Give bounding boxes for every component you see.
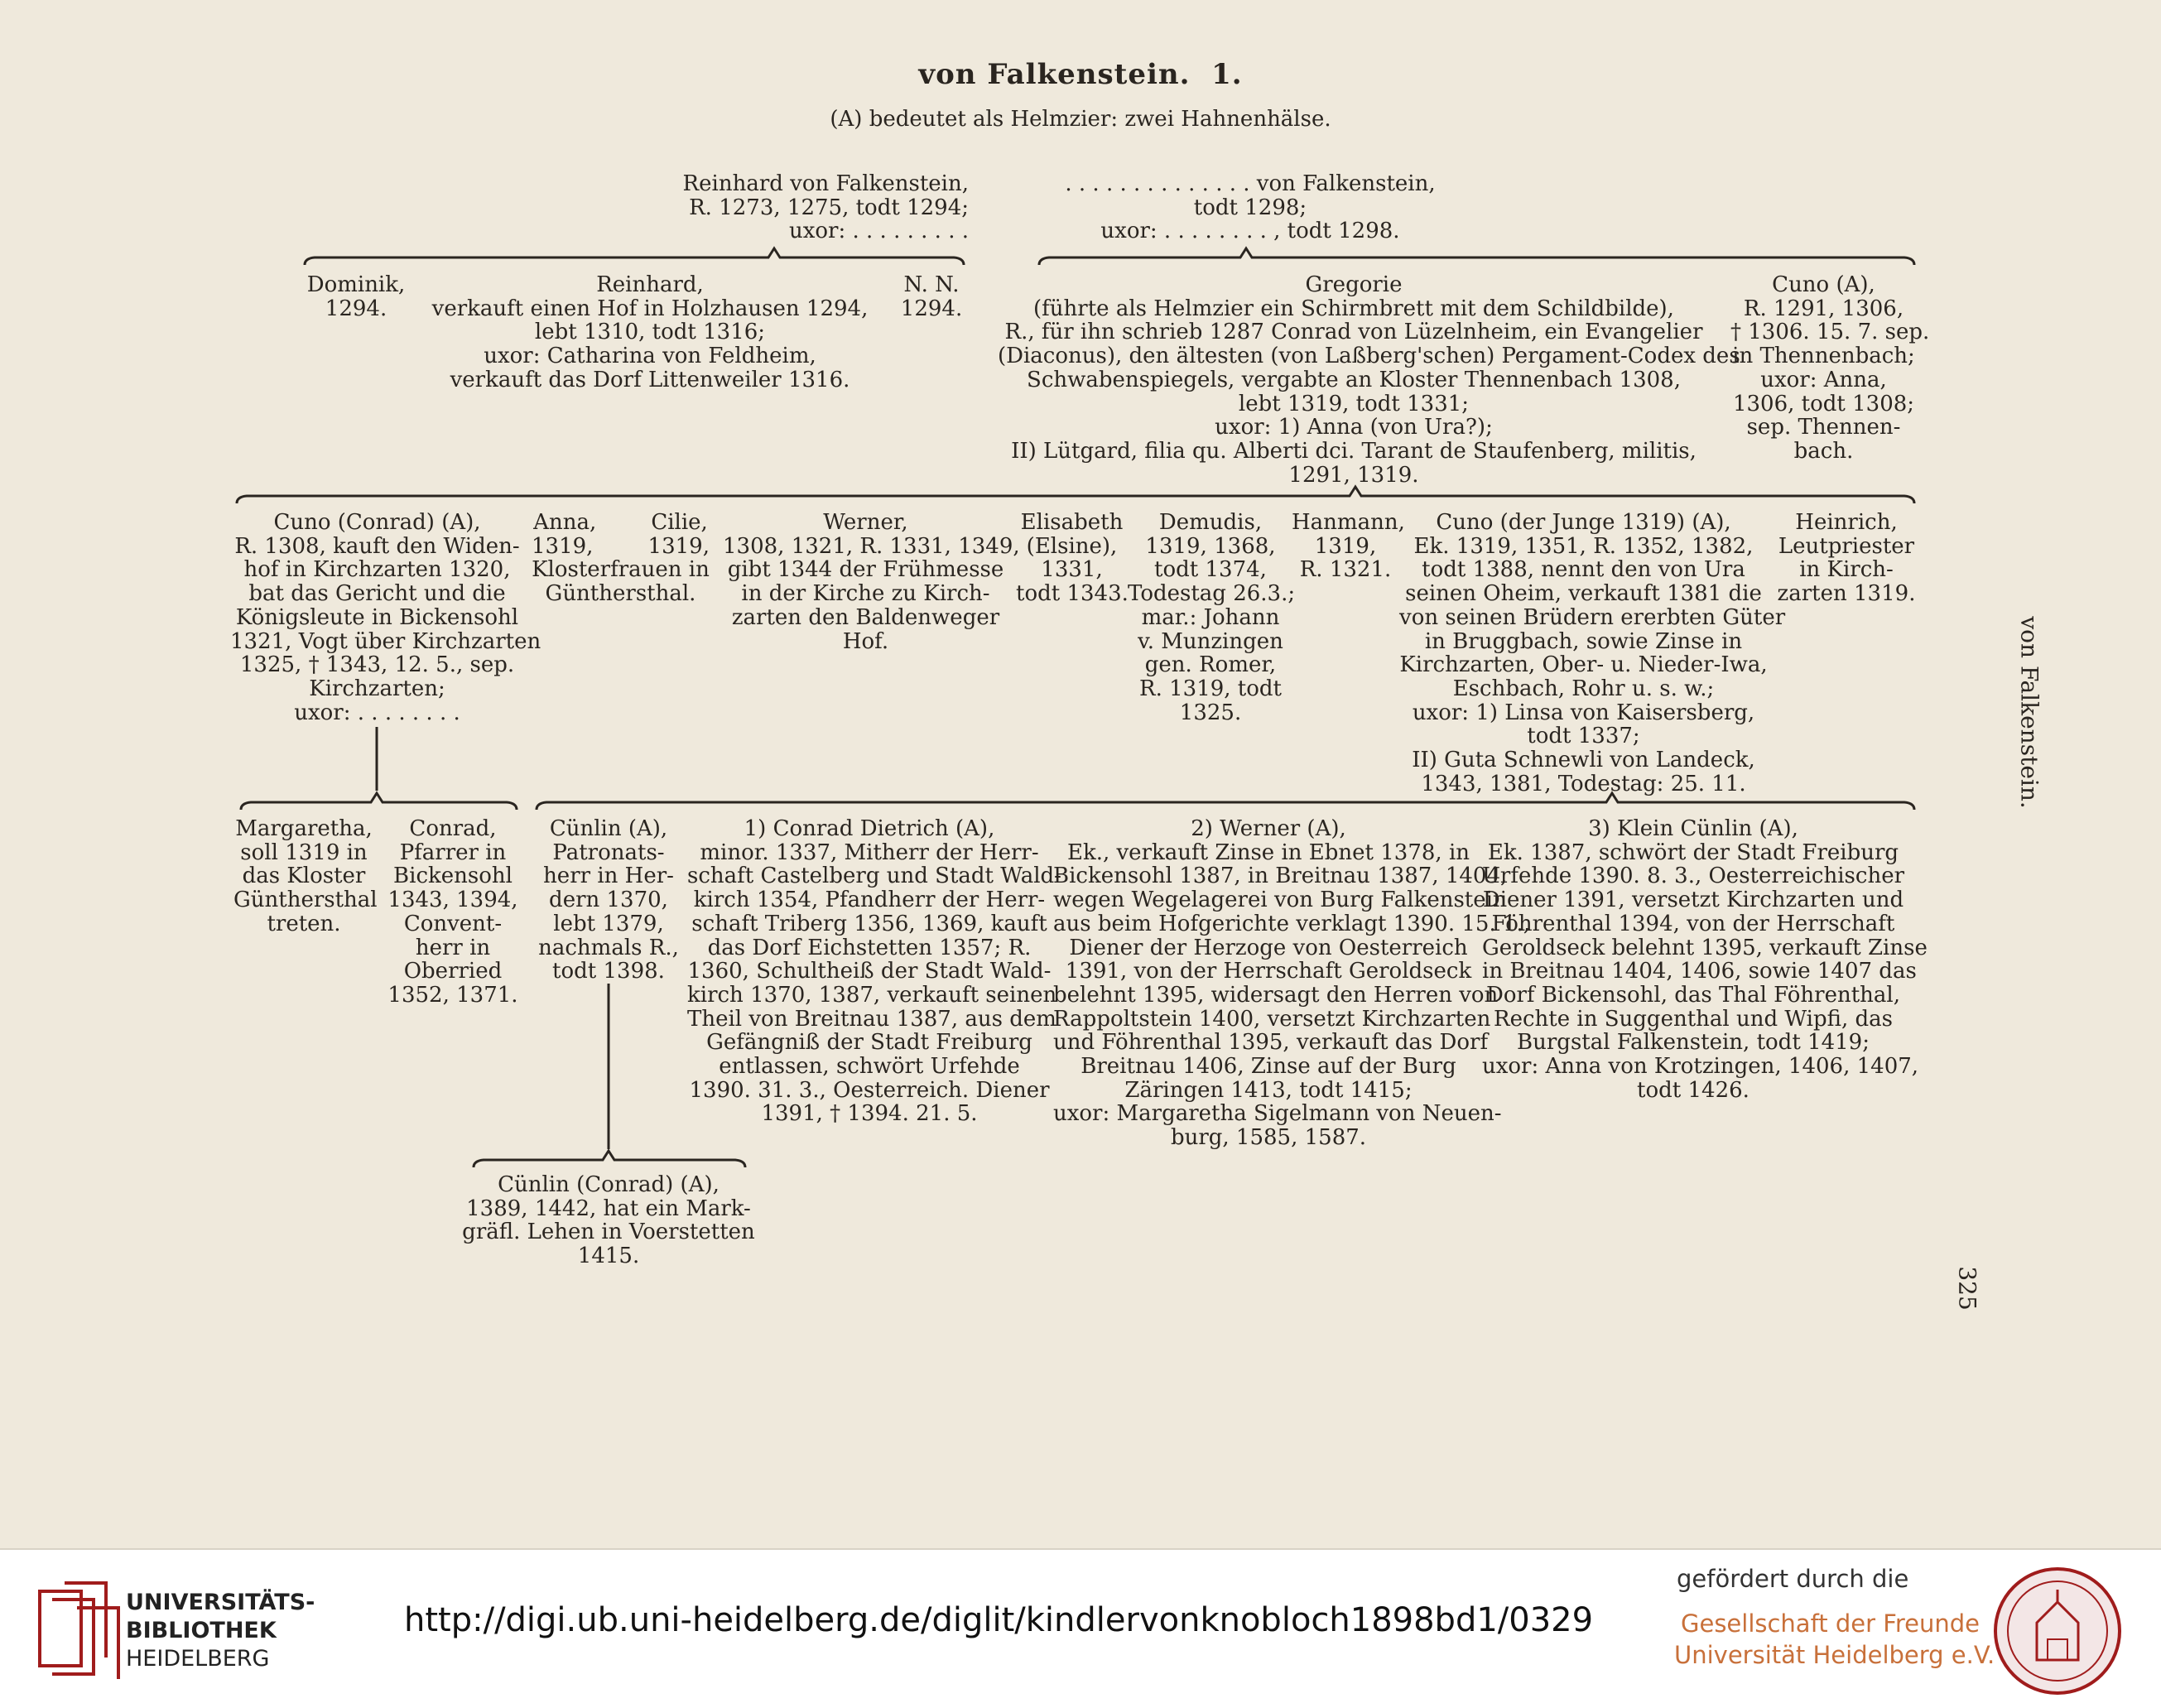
- person-heinrich: Heinrich, Leutpriester in Kirch- zarten 1319.: [1777, 510, 1916, 607]
- person-conrad-dietrich: 1) Conrad Dietrich (A), minor. 1337, Mitherr der Herr- schaft Castelberg und Stadt Wald- kirch 1354, Pfandherr der Herr- schaft Triberg 1356, 1369, kauft das Dorf Eichstetten 1357; R. 1360, Schultheiß der Stadt Wald- kirch 1370, 1387, verkauft seinen Theil von Breitnau 1387, aus dem Gefängniß der Stadt Freiburg entlassen, schwört Urfehde 1390. 31. 3., Oesterreich. Diener 1391, † 1394. 21. 5.: [687, 816, 1061, 1127]
- person-von-falkenstein-1298: . . . . . . . . . . . . . . von Falkenstein, todt 1298; uxor: . . . . . . . . , todt 1298.: [1065, 171, 1436, 244]
- person-anna-cilie: Anna, Cilie, 1319, 1319, Klosterfrauen in Günthersthal.: [532, 510, 710, 607]
- person-cuno-der-junge: Cuno (der Junge 1319) (A), Ek. 1319, 1351, R. 1352, 1382, todt 1388, nennt den von Ura seinen Oheim, verkauft 1381 die von seinen Brüdern ererbten Güter in Bruggbach, sowie Zinse in Kirchzarten, Ober- u. Nieder-Iwa, Eschbach, Rohr u. s. w.; uxor: 1) Linsa von Kaisersberg, todt 1337; II) Guta Schnewli von Landeck, 1343, 1381, Todestag: 25. 11.: [1399, 510, 1786, 796]
- university-seal-icon: [1991, 1565, 2124, 1697]
- page-number: 325: [1953, 1266, 1981, 1311]
- person-margaretha: Margaretha, soll 1319 in das Kloster Günthersthal treten.: [233, 816, 378, 936]
- sponsor-intro: gefördert durch die: [1677, 1565, 1909, 1593]
- person-reinhard: Reinhard, verkauft einen Hof in Holzhausen 1294, lebt 1310, todt 1316; uxor: Catharina von Feldheim, verkauft das Dorf Littenweiler 1316.: [431, 272, 869, 392]
- side-running-title: von Falkenstein.: [2015, 616, 2043, 809]
- brace-cuenlin-children: [474, 1151, 745, 1167]
- brace-cuno-junge-children: [537, 793, 1914, 810]
- digitization-footer: [0, 1548, 2161, 1708]
- person-reinhard-von-falkenstein: Reinhard von Falkenstein, R. 1273, 1275, todt 1294; uxor: . . . . . . . . .: [682, 171, 969, 244]
- brace-falkenstein-children: [1039, 248, 1914, 265]
- person-werner-2: 2) Werner (A), Ek., verkauft Zinse in Ebnet 1378, in Bickensohl 1387, in Breitnau 1387, 1404, wegen Wegelagerei von Burg Falkenstein aus beim Hofgerichte verklagt 1390. 15. 1., Diener der Herzoge von Oesterreich 1391, von der Herrschaft Geroldseck belehnt 1395, widersagt den Herren von Rappoltstein 1400, versetzt Kirchzarten und Föhrenthal 1395, verkauft das Dorf Breitnau 1406, Zinse auf der Burg Zäringen 1413, todt 1415; uxor: Margaretha Sigelmann von Neuen- burg, 1585, 1587.: [1053, 816, 1531, 1151]
- university-seal: [1991, 1565, 2124, 1697]
- library-logo[interactable]: [23, 1575, 139, 1682]
- person-demudis: Demudis, 1319, 1368, todt 1374, Todestag 26.3.; mar.: Johann v. Munzingen gen. Romer, R. 1319, todt 1325.: [1128, 510, 1296, 725]
- person-conrad: Conrad, Pfarrer in Bickensohl 1343, 1394, Convent- herr in Oberried 1352, 1371.: [387, 816, 518, 1008]
- library-name-line-3: HEIDELBERG: [126, 1646, 270, 1672]
- library-name-line-2: BIBLIOTHEK: [126, 1618, 277, 1643]
- person-cuno-conrad: Cuno (Conrad) (A), R. 1308, kauft den Widen- hof in Kirchzarten 1320, bat das Gericht und die Königsleute in Bickensohl 1321, Vogt über Kirchzarten 1325, † 1343, 12. 5., sep. Kirchzarten; uxor: . . . . . . . .: [230, 510, 541, 725]
- page-title: von Falkenstein. 1.: [918, 58, 1243, 91]
- library-logo-icon: [23, 1575, 139, 1682]
- sponsor-name-line-1[interactable]: Gesellschaft der Freunde: [1681, 1609, 1980, 1638]
- person-cuno: Cuno (A), R. 1291, 1306, † 1306. 15. 7. sep. in Thennenbach; uxor: Anna, 1306, todt 1308; sep. Thennen- bach.: [1730, 272, 1930, 464]
- person-werner: Werner, 1308, 1321, R. 1331, 1349, gibt 1344 der Frühmesse in der Kirche zu Kirch- zarten den Baldenweger Hof.: [723, 510, 1020, 654]
- person-gregorie: Gregorie (führte als Helmzier ein Schirmbrett mit dem Schildbilde), R., für ihn schrieb 1287 Conrad von Lüzelnheim, ein Evangelier (Diaconus), den ältesten (von Laßberg'schen) Pergament-Codex des Schwabenspiegels, vergabte an Kloster Thennenbach 1308, lebt 1319, todt 1331; uxor: 1) Anna (von Ura?); II) Lütgard, filia qu. Alberti dci. Tarant de Staufenberg, militis, 1291, 1319.: [998, 272, 1740, 488]
- person-cuenlin: Cünlin (A), Patronats- herr in Her- dern 1370, lebt 1379, nachmals R., todt 1398.: [538, 816, 679, 984]
- brace-gregorie-children: [237, 487, 1914, 503]
- person-elisabeth: Elisabeth (Elsine), 1331, todt 1343.: [1016, 510, 1129, 607]
- person-dominik: Dominik, 1294.: [306, 272, 406, 321]
- person-klein-cuenlin: 3) Klein Cünlin (A), Ek. 1387, schwört der Stadt Freiburg Urfehde 1390. 8. 3., Oesterreichischer Diener 1391, versetzt Kirchzarten und Föhrenthal 1394, von der Herrschaft Geroldseck belehnt 1395, verkauft Zinse in Breitnau 1404, 1406, sowie 1407 das Dorf Bickensohl, das Thal Föhrenthal, Rechte in Suggenthal und Wipfi, das Burgstal Falkenstein, todt 1419; uxor: Anna von Krotzingen, 1406, 1407, todt 1426.: [1482, 816, 1928, 1103]
- library-name-line-1: UNIVERSITÄTS-: [126, 1590, 315, 1615]
- person-hanmann: Hanmann, 1319, R. 1321.: [1292, 510, 1405, 583]
- person-n-n: N. N. 1294.: [900, 272, 963, 321]
- person-cuenlin-conrad: Cünlin (Conrad) (A), 1389, 1442, hat ein Mark- gräfl. Lehen in Voerstetten 1415.: [462, 1172, 755, 1269]
- sponsor-name-line-2[interactable]: Universität Heidelberg e.V.: [1674, 1641, 1995, 1669]
- brace-reinhard-children: [305, 248, 964, 265]
- page-subtitle: (A) bedeutet als Helmzier: zwei Hahnenhälse.: [830, 107, 1331, 132]
- brace-cuno-conrad-children: [241, 793, 517, 810]
- permalink-url[interactable]: http://digi.ub.uni-heidelberg.de/diglit/kindlervonknobloch1898bd1/0329: [404, 1601, 1594, 1639]
